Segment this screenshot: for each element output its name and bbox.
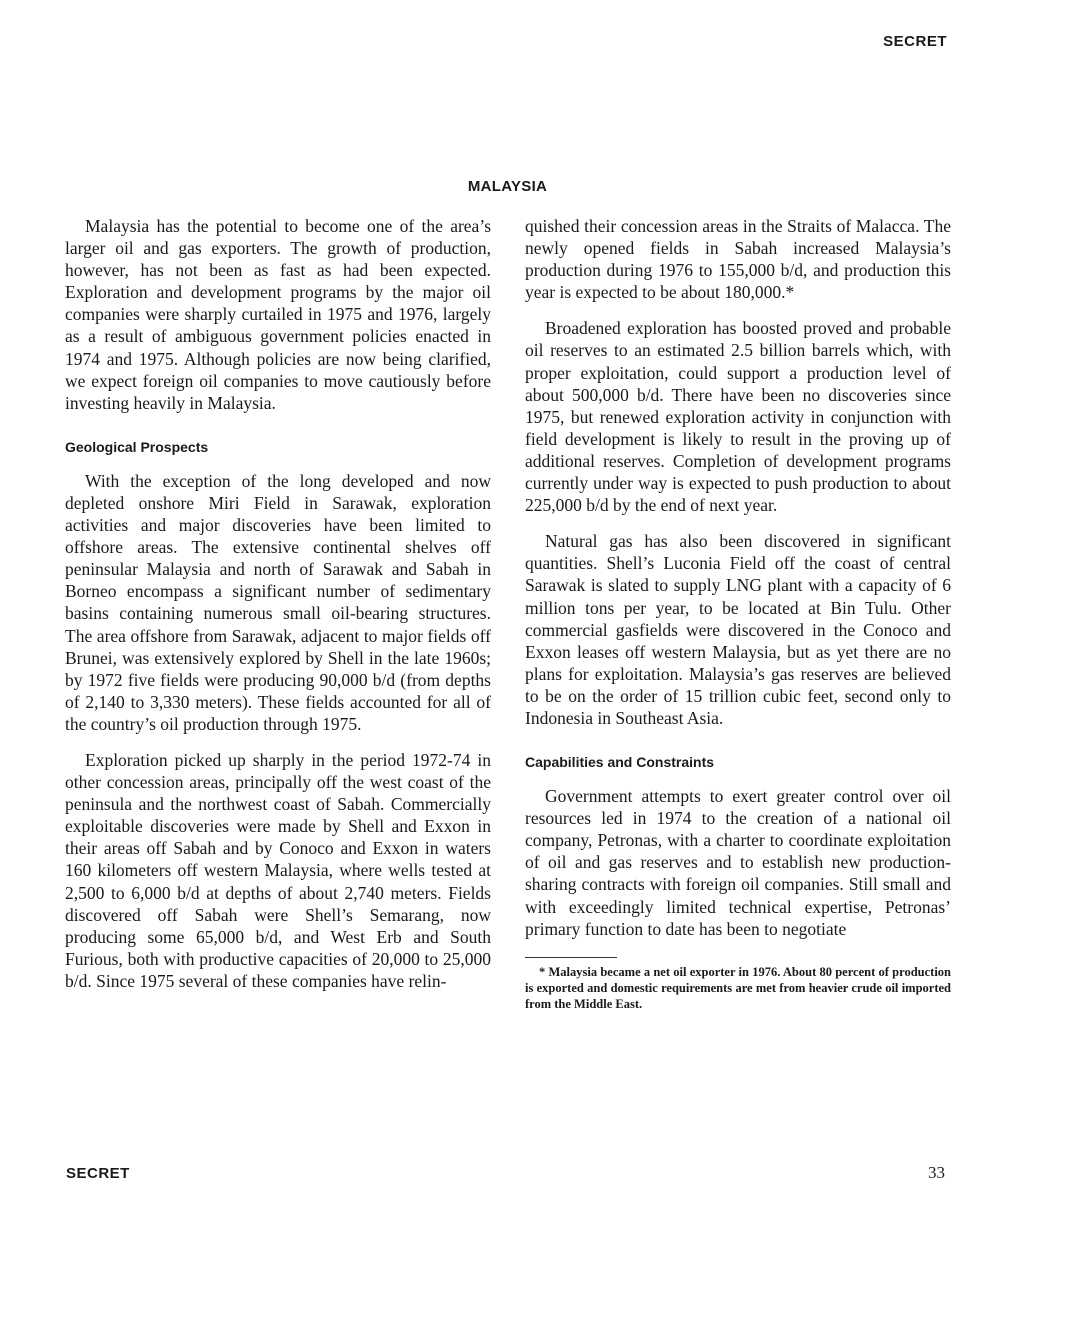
footnote-divider (525, 957, 617, 958)
page-number: 33 (928, 1163, 945, 1182)
geological-paragraph-2: Exploration picked up sharply in the period 1972-74 in other concession areas, principally off the west coast of the peninsula and the northwest coast of Sabah. Commercially exploitable discoveries were made by Shell and Exxon in their areas off Sabah and by Conoco and Exxon in waters 160 kilometers off western Malaysia, where wells tested at 2,500 to 6,000 b/d at depths of about 2,740 meters. Fields discovered off Sabah were Shell’s Semarang, now producing some 65,000 b/d, and West Erb and South Furious, both with productive capacities of 20,000 to 25,000 b/d. Since 1975 several of these companies have relin- (65, 749, 491, 991)
natural-gas-paragraph: Natural gas has also been discovered in significant quantities. Shell’s Luconia Field off the coast of central Sarawak is slated to supply LNG plant with a capacity of 6 million tons per year, to be located at Bin Tulu. Other commercial gasfields were discovered in the Conoco and Exxon leases off western Malaysia, but as yet there are no plans for exploitation. Malaysia’s gas reserves are believed to be on the order of 15 trillion cubic feet, second only to Indonesia in Southeast Asia. (525, 531, 951, 728)
section-heading-capabilities-constraints: Capabilities and Constraints (525, 754, 715, 771)
reserves-paragraph: Broadened exploration has boosted proved and probable oil reserves to an estimated 2.5 billion barrels which, with proper exploitation, could support a production level of about 500,000 b/d. There have been no discoveries since 1975, but renewed exploration activity in conjunction with field development is likely to result in the proving up of additional reserves. Completion of development programs currently under way is expected to push production to about 225,000 b/d by the end of next year. (525, 318, 951, 516)
footnote: * Malaysia became a net oil exporter in 1976. About 80 percent of production is exported and domestic requirements are met from heavier crude oil imported from the Middle East. (525, 964, 951, 1011)
geological-paragraph-1: With the exception of the long developed and now depleted onshore Miri Field in Sarawak, exploration activities and major discoveries have been limited to offshore areas. The extensive continental shelves off peninsular Malaysia and north of Sarawak and Sabah in Borneo encompass a significant number of sedimentary basins containing numerous small oil-bearing structures. The area offshore from Sarawak, adjacent to major fields off Brunei, was extensively explored by Shell in the late 1960s; by 1972 five fields were producing 90,000 b/d (from depths of 2,140 to 3,330 meters). These fields accounted for all of the country’s oil production through 1975. (65, 470, 491, 734)
section-heading-geological-prospects: Geological Prospects (65, 438, 209, 455)
continued-paragraph: quished their concession areas in the Straits of Malacca. The newly opened fields in Sabah increased Malaysia’s production during 1976 to 155,000 b/d, and production this year is expected to be about 180,000.* (525, 216, 951, 303)
page-title: MALAYSIA (467, 178, 548, 195)
intro-paragraph: Malaysia has the potential to become one of the area’s larger oil and gas exporters. The growth of production, however, has not been as fast as had been expected. Exploration and development programs by the major oil companies were sharply curtailed in 1975 and 1976, largely as a result of ambiguous government policies enacted in 1974 and 1975. Although policies are now being clarified, we expect foreign oil companies to move cautiously before investing heavily in Malaysia. (65, 216, 491, 413)
left-column (65, 215, 491, 992)
classification-marking-top: SECRET (883, 33, 947, 50)
capabilities-paragraph: Government attempts to exert greater control over oil resources led in 1974 to the creation of a national oil company, Petronas, with a charter to coordinate exploitation of oil and gas reserves and to establish new production-sharing contracts with foreign oil companies. Still small and with exceedingly limited technical expertise, Petronas’ primary function to date has been to negotiate (525, 786, 951, 939)
right-column (525, 215, 951, 1012)
classification-marking-bottom: SECRET (66, 1165, 130, 1182)
